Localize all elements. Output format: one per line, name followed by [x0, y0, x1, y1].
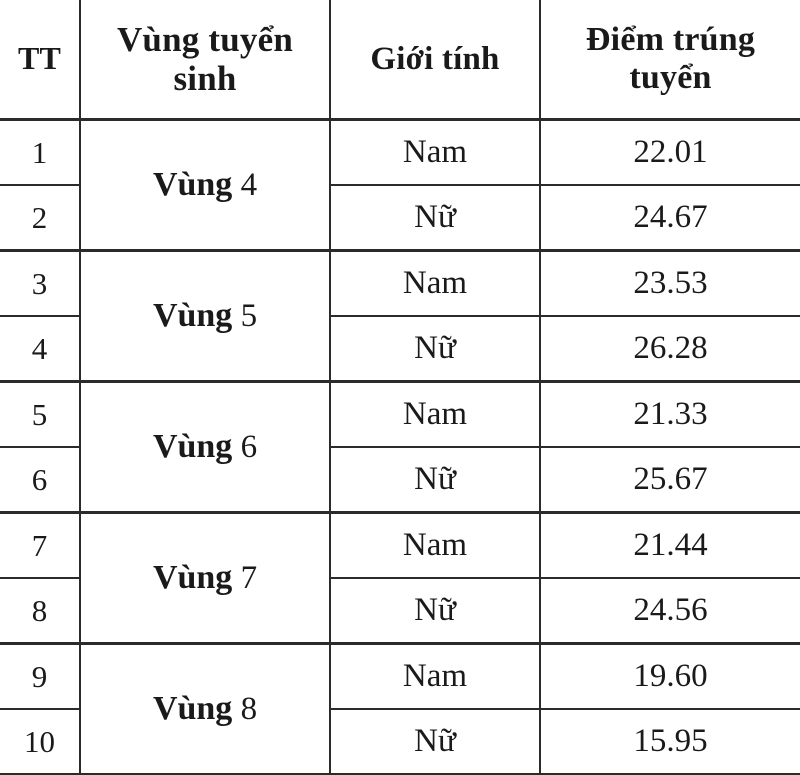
cell-tt: 3 [0, 251, 80, 317]
cell-score: 19.60 [540, 644, 800, 710]
region-label: Vùng [152, 690, 233, 727]
region-label: Vùng [152, 559, 233, 596]
cell-score: 21.44 [540, 513, 800, 579]
cell-tt: 7 [0, 513, 80, 579]
column-header-tt: TT [0, 0, 80, 120]
table-row [0, 382, 800, 448]
cell-tt: 1 [0, 120, 80, 186]
cell-gender: Nam [330, 382, 540, 448]
cell-score: 22.01 [540, 120, 800, 186]
table-row [0, 251, 800, 317]
cell-score: 24.56 [540, 578, 800, 644]
cell-score: 15.95 [540, 709, 800, 774]
cell-gender: Nữ [330, 185, 540, 251]
cell-tt: 9 [0, 644, 80, 710]
region-label: Vùng [152, 297, 233, 334]
cell-gender: Nữ [330, 709, 540, 774]
cell-region [80, 644, 330, 775]
cell-gender: Nam [330, 251, 540, 317]
cell-region [80, 513, 330, 644]
cell-tt: 4 [0, 316, 80, 382]
region-number: 4 [240, 167, 258, 203]
cell-tt: 6 [0, 447, 80, 513]
cell-gender: Nữ [330, 316, 540, 382]
cell-tt: 5 [0, 382, 80, 448]
region-label: Vùng [152, 428, 233, 465]
cell-region [80, 382, 330, 513]
region-number: 7 [240, 560, 258, 596]
cell-gender: Nam [330, 513, 540, 579]
table-row [0, 120, 800, 186]
region-number: 8 [240, 691, 258, 727]
column-header-score: Điểm trúng tuyển [540, 0, 800, 120]
region-number: 6 [240, 429, 258, 465]
table-header [0, 0, 800, 120]
region-number: 5 [240, 298, 258, 334]
cell-tt: 2 [0, 185, 80, 251]
cell-score: 21.33 [540, 382, 800, 448]
cell-score: 25.67 [540, 447, 800, 513]
cell-score: 26.28 [540, 316, 800, 382]
column-header-region: Vùng tuyển sinh [80, 0, 330, 120]
table-row [0, 513, 800, 579]
cell-tt: 10 [0, 709, 80, 774]
cell-gender: Nam [330, 644, 540, 710]
region-label: Vùng [152, 166, 233, 203]
cell-score: 24.67 [540, 185, 800, 251]
table-row [0, 644, 800, 710]
cell-gender: Nữ [330, 447, 540, 513]
cell-gender: Nữ [330, 578, 540, 644]
table-body [0, 120, 800, 775]
cell-score: 23.53 [540, 251, 800, 317]
cell-region [80, 251, 330, 382]
column-header-gender: Giới tính [330, 0, 540, 120]
header-row [0, 0, 800, 120]
cell-tt: 8 [0, 578, 80, 644]
cell-region [80, 120, 330, 251]
cell-gender: Nam [330, 120, 540, 186]
